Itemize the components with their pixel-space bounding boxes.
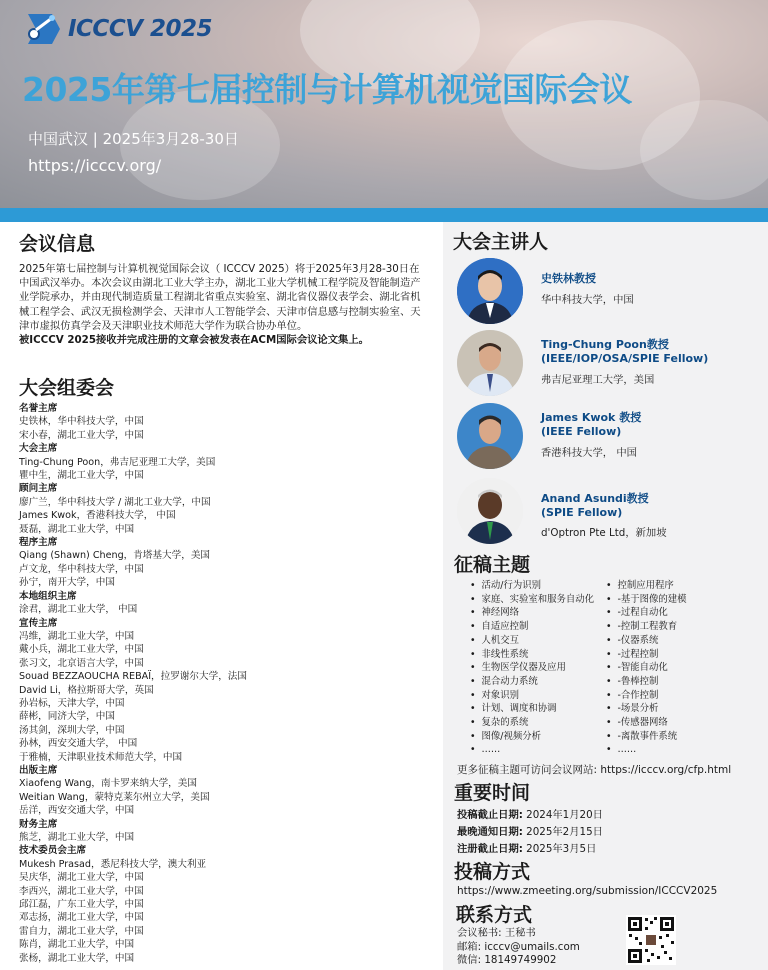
topic-item: • 家庭、实验室和服务自动化	[470, 593, 594, 607]
topic-item: • -鲁棒控制	[606, 675, 687, 689]
speaker-name: James Kwok 教授	[541, 411, 642, 424]
committee-member: 雷自力，湖北工业大学，中国	[19, 925, 144, 937]
topic-item: • 活动/行为识别	[470, 579, 594, 593]
committee-member: David Li，格拉斯哥大学，英国	[19, 684, 154, 696]
date-value: 2024年1月20日	[522, 809, 603, 821]
contact-secretary: 会议秘书: 王秘书	[457, 927, 536, 939]
submission-title: 投稿方式	[454, 861, 531, 883]
divider-bar	[440, 208, 768, 222]
committee-member: Mukesh Prasad，悉尼科技大学，澳大利亚	[19, 858, 207, 870]
committee-member: 孙宁，南开大学，中国	[19, 577, 115, 589]
speaker-name: Anand Asundi教授	[541, 492, 649, 505]
topics-title: 征稿主题	[454, 554, 531, 576]
committee-member: 邓志扬，湖北工业大学，中国	[19, 912, 144, 924]
committee-member: 廖广兰，华中科技大学 / 湖北工业大学，中国	[19, 496, 211, 508]
topics-list-2	[606, 579, 687, 757]
committee-member: 李西兴，湖北工业大学，中国	[19, 885, 144, 897]
speaker-name: 史铁林教授	[541, 272, 596, 285]
speaker-affiliation: 华中科技大学，中国	[541, 294, 634, 306]
topic-item: • -过程控制	[606, 648, 687, 662]
speaker-photo-icon	[457, 403, 523, 469]
speaker-title-fellow: (SPIE Fellow)	[541, 506, 623, 519]
date-value: 2025年2月15日	[522, 826, 603, 838]
committee-member: 汤其剑，深圳大学，中国	[19, 724, 125, 736]
committee-member: 涂君，湖北工业大学， 中国	[19, 604, 138, 616]
conference-place-date: 中国武汉 | 2025年3月28-30日	[28, 130, 239, 148]
committee-member: Ting-Chung Poon，弗吉尼亚理工大学，美国	[19, 456, 216, 468]
committee-member: 于雅楠，天津职业技术师范大学，中国	[19, 751, 183, 763]
date-label: 注册截止日期:	[457, 843, 523, 855]
contact-email[interactable]: 邮箱: icccv@umails.com	[457, 940, 580, 953]
committee-member: 岳洋，西安交通大学，中国	[19, 805, 135, 817]
committee-member: 卢文龙，华中科技大学，中国	[19, 563, 144, 575]
committee-member: Xiaofeng Wang，南卡罗来纳大学，美国	[19, 778, 197, 790]
committee-member: 瞿中生，湖北工业大学，中国	[19, 470, 144, 482]
committee-member: 薛彬，同济大学，中国	[19, 711, 115, 723]
topic-item: • -控制工程教育	[606, 620, 687, 634]
info-note: 被ICCCV 2025接收并完成注册的文章会被发表在ACM国际会议论文集上。	[19, 334, 369, 347]
contact-wechat: 微信: 18149749902	[457, 954, 557, 966]
speaker-photo-icon	[457, 258, 523, 324]
committee-member: 张习文，北京语言大学，中国	[19, 657, 144, 669]
speaker-affiliation: 香港科技大学， 中国	[541, 447, 637, 459]
divider-bar	[0, 208, 440, 222]
topic-item: • 生物医学仪器及应用	[470, 661, 594, 675]
topic-item: • -基于图像的建模	[606, 593, 687, 607]
committee-role: 宣传主席	[19, 617, 58, 629]
speaker-photo-icon	[457, 330, 523, 396]
committee-member: Souad BEZZAOUCHA REBAÏ，拉罗谢尔大学，法国	[19, 671, 247, 683]
committee-role: 大会主席	[19, 443, 58, 455]
speaker-affiliation: d'Optron Pte Ltd，新加坡	[541, 527, 667, 539]
date-row	[457, 824, 603, 841]
committee-member: 张杨，湖北工业大学，中国	[19, 952, 135, 964]
topic-item: • ……	[470, 743, 594, 757]
speaker-affiliation: 弗吉尼亚理工大学，美国	[541, 374, 655, 386]
topic-item: • 自适应控制	[470, 620, 594, 634]
topic-item: • 图像/视频分析	[470, 730, 594, 744]
topic-item: • -离散事件系统	[606, 730, 687, 744]
header-banner	[0, 0, 768, 208]
topic-item: • -仪器系统	[606, 634, 687, 648]
logo-icon	[22, 10, 62, 48]
committee-role: 顾问主席	[19, 483, 58, 495]
speaker-title-fellow: (IEEE Fellow)	[541, 425, 622, 438]
submission-url[interactable]: https://www.zmeeting.org/submission/ICCCV2025	[457, 885, 718, 897]
avatar	[457, 478, 523, 544]
committee-member: 陈肖，湖北工业大学，中国	[19, 939, 135, 951]
committee-member: Weitian Wang，蒙特克莱尔州立大学，美国	[19, 791, 210, 803]
contact-info	[457, 927, 580, 968]
topic-item: • 对象识别	[470, 689, 594, 703]
conference-logo	[22, 10, 212, 48]
speaker-photo-icon	[457, 478, 523, 544]
avatar	[457, 403, 523, 469]
logo-text: ICCCV 2025	[68, 16, 213, 42]
contact-title: 联系方式	[456, 904, 533, 926]
committee-member: 吴庆华，湖北工业大学，中国	[19, 872, 144, 884]
committee-member: 史铁林，华中科技大学，中国	[19, 416, 144, 428]
info-text: 2025年第七届控制与计算机视觉国际会议（ ICCCV 2025）将于2025年3月28-30日在中国武汉举办。本次会议由湖北工业大学主办，湖北工业大学机械工程学院及智能制造产业学院承办，并由现代制造质量工程湖北省重点实验室、湖北省仪器仪表学会、湖北省机械工程学会、武汉无损检测学会、天津市人工智能学会、天津市信息感与控制实验室、天津市虚拟仿真学会及天津职业技术师范大学作为联合协办单位。	[19, 263, 421, 332]
committee-member: 宋小春，湖北工业大学，中国	[19, 429, 144, 441]
committee-role: 财务主席	[19, 818, 58, 830]
committee-member: 聂磊，湖北工业大学，中国	[19, 523, 135, 535]
avatar	[457, 330, 523, 396]
conference-title: 2025年第七届控制与计算机视觉国际会议	[22, 70, 632, 109]
committee-role: 技术委员会主席	[19, 845, 87, 857]
more-topics-link[interactable]: 更多征稿主题可访问会议网站: https://icccv.org/cfp.html	[457, 764, 732, 776]
speaker-card	[457, 478, 757, 548]
topic-item: • -智能自动化	[606, 661, 687, 675]
speaker-card	[457, 403, 757, 473]
committee-member: 孙岩标，天津大学，中国	[19, 697, 125, 709]
speaker-card	[457, 330, 757, 400]
committee-role: 本地组织主席	[19, 590, 77, 602]
dates-title: 重要时间	[454, 782, 531, 804]
committee-member: Qiang (Shawn) Cheng，肯塔基大学，美国	[19, 550, 211, 562]
committee-member: 孙林，西安交通大学， 中国	[19, 738, 138, 750]
committee-member: 戴小兵，湖北工业大学，中国	[19, 644, 144, 656]
speaker-card	[457, 258, 757, 328]
committee-member: 冯维，湖北工业大学，中国	[19, 630, 135, 642]
committee-role: 程序主席	[19, 537, 58, 549]
committee-role: 出版主席	[19, 764, 58, 776]
topics-list-1	[470, 579, 594, 757]
topic-item: • ……	[606, 743, 687, 757]
speaker-name: Ting-Chung Poon教授	[541, 338, 669, 351]
info-body	[19, 262, 427, 347]
speaker-title-fellow: (IEEE/IOP/OSA/SPIE Fellow)	[541, 352, 709, 365]
date-row	[457, 807, 603, 824]
committee-member: 熊芝，湖北工业大学，中国	[19, 832, 135, 843]
topic-item: • 非线性系统	[470, 648, 594, 662]
topic-item: • -过程自动化	[606, 606, 687, 620]
qr-code-icon	[626, 915, 676, 965]
avatar	[457, 258, 523, 324]
committee-title: 大会组委会	[19, 377, 115, 399]
topic-item: • 计划、调度和协调	[470, 702, 594, 716]
topic-item: • 复杂的系统	[470, 716, 594, 730]
blossom-decoration	[640, 100, 768, 200]
date-row	[457, 841, 603, 858]
info-title: 会议信息	[19, 233, 96, 255]
topic-item: • -合作控制	[606, 689, 687, 703]
date-label: 最晚通知日期:	[457, 826, 523, 838]
speakers-title: 大会主讲人	[453, 231, 549, 253]
committee-list	[19, 402, 439, 965]
topic-item: • 人机交互	[470, 634, 594, 648]
date-label: 投稿截止日期:	[457, 809, 523, 821]
committee-role: 名誉主席	[19, 403, 58, 414]
topic-item: • 混合动力系统	[470, 675, 594, 689]
topic-item: • -场景分析	[606, 702, 687, 716]
committee-member: James Kwok，香港科技大学， 中国	[19, 510, 176, 522]
committee-member: 邱江磊，广东工业大学，中国	[19, 899, 144, 911]
topic-item: • 控制应用程序	[606, 579, 687, 593]
important-dates	[457, 807, 603, 858]
conference-url[interactable]: https://icccv.org/	[28, 156, 162, 175]
date-value: 2025年3月5日	[522, 843, 597, 855]
topic-item: • -传感器网络	[606, 716, 687, 730]
topic-item: • 神经网络	[470, 606, 594, 620]
